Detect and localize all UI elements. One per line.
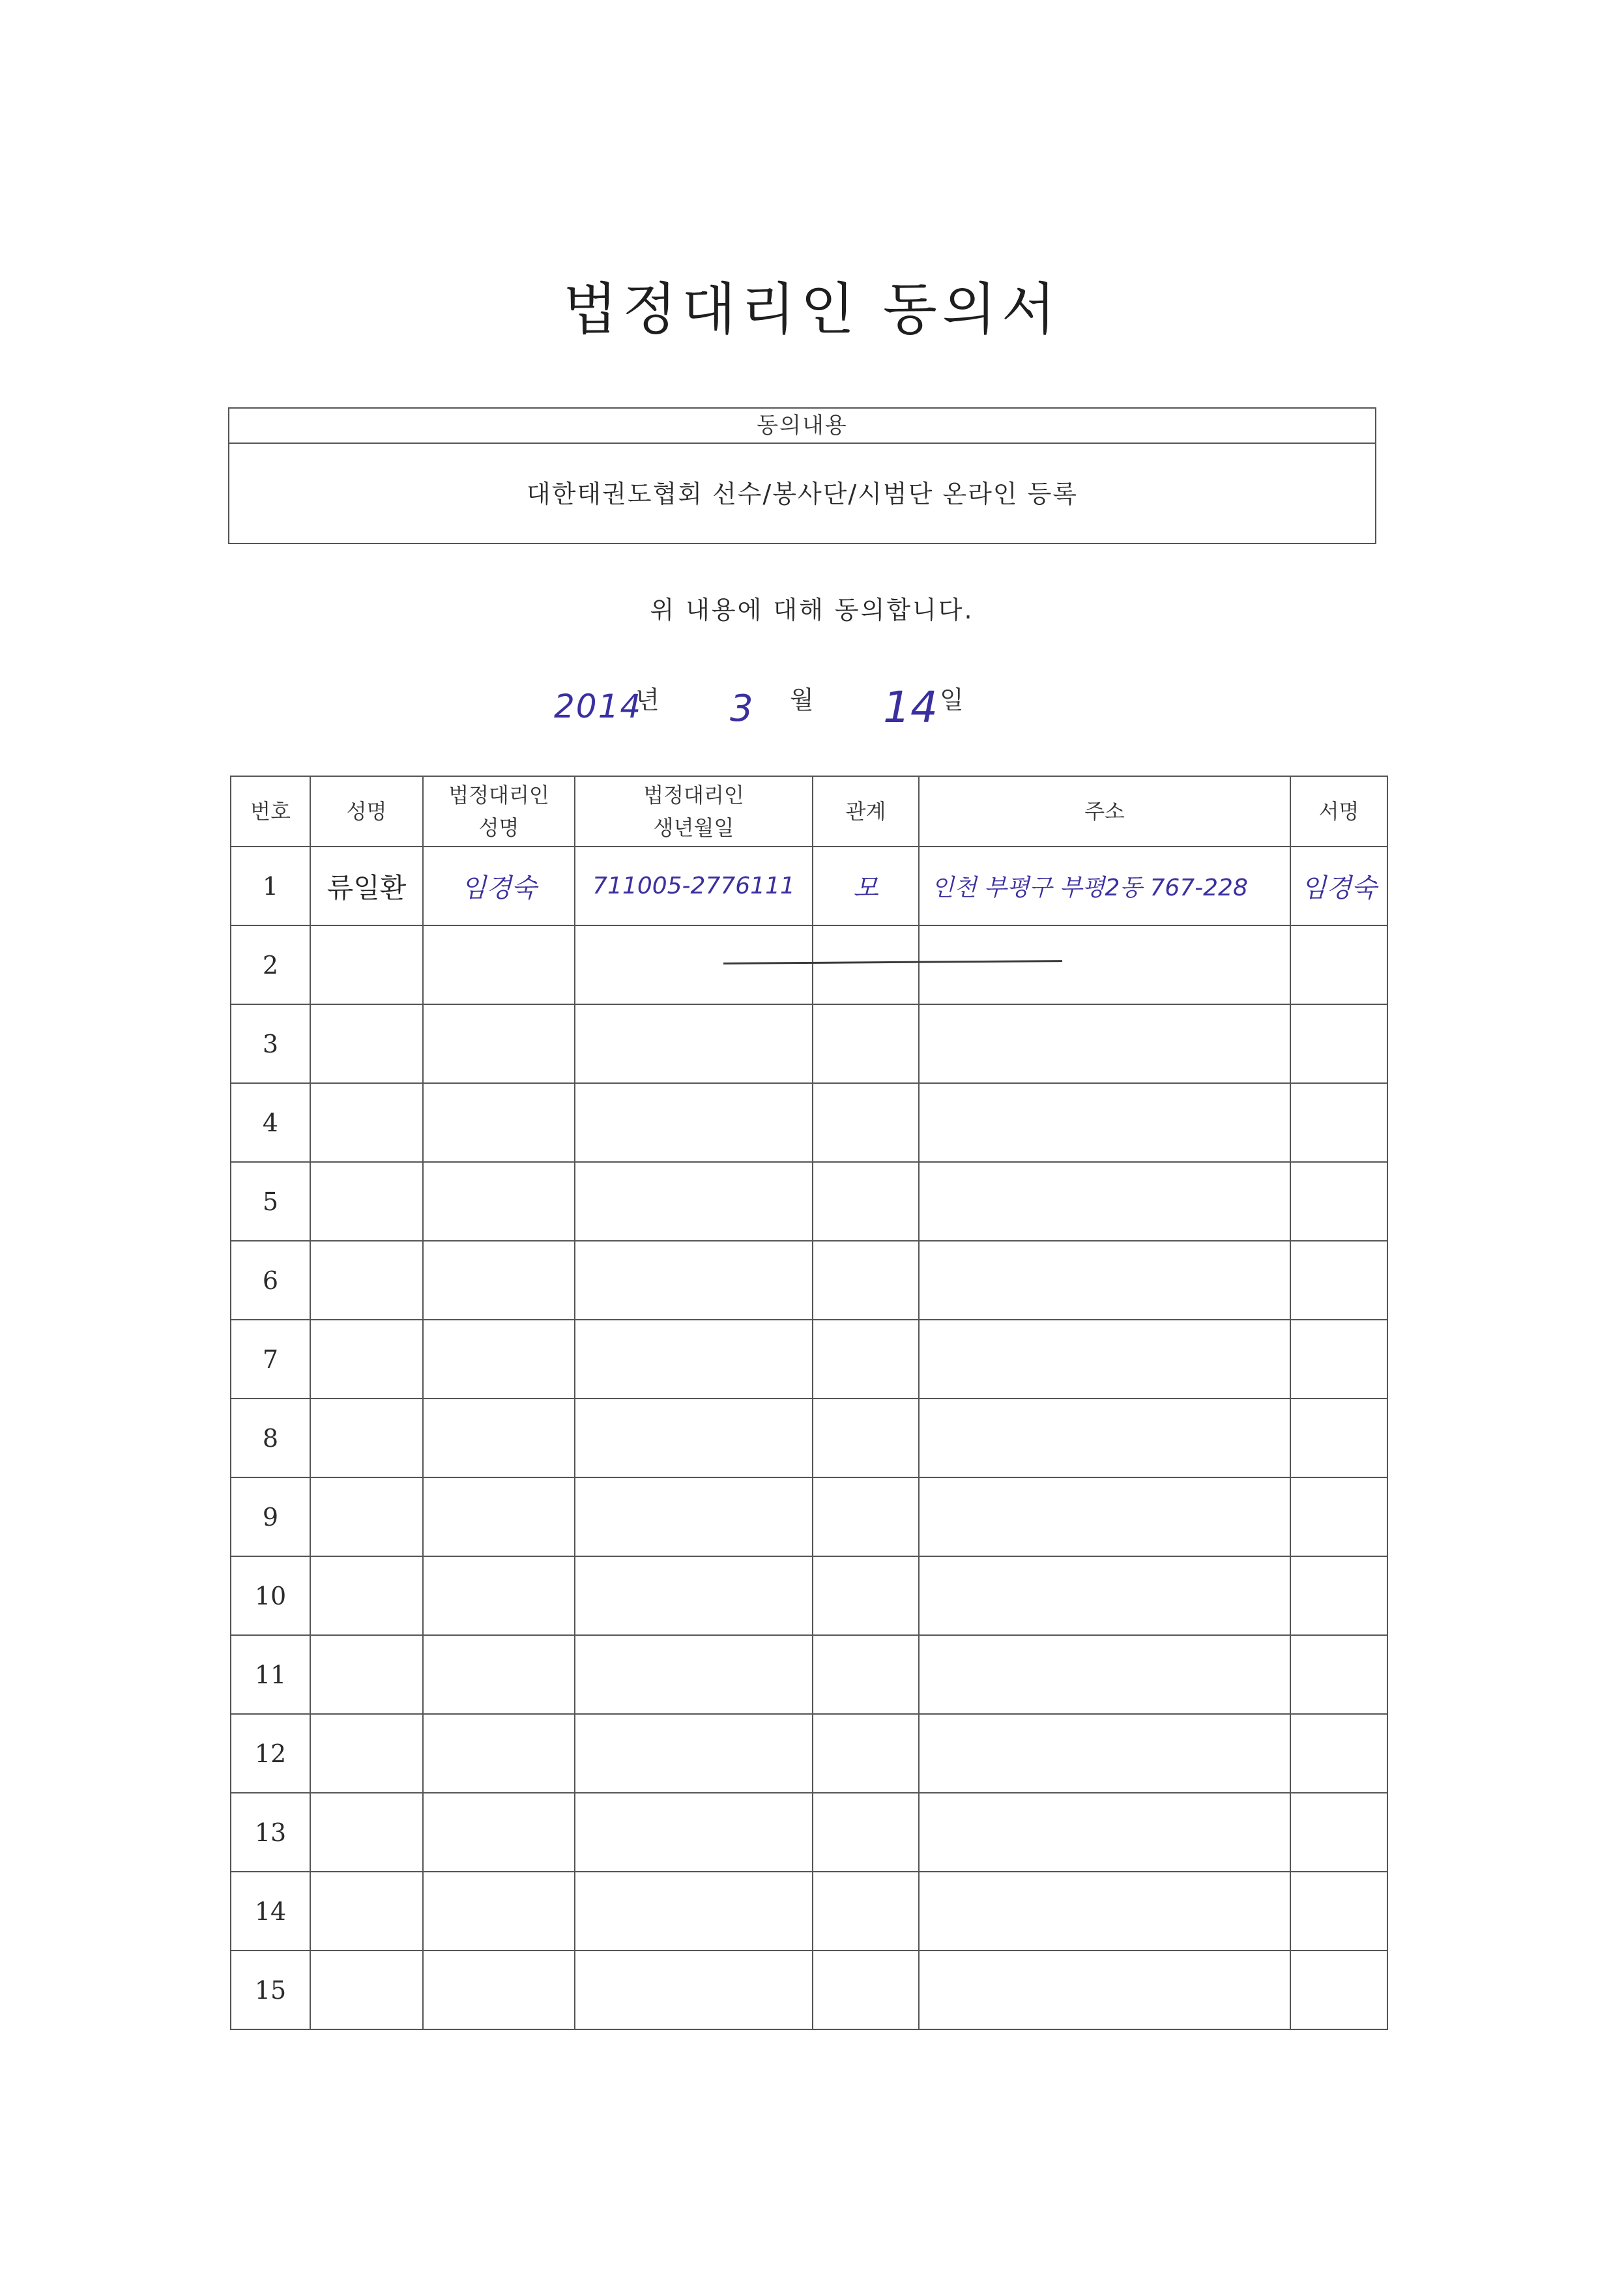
- row-signature: [1290, 1399, 1387, 1477]
- row-signature: [1290, 1951, 1387, 2029]
- row-guardian-birth: [575, 1004, 813, 1083]
- row-address: [919, 1162, 1290, 1241]
- row-address: 인천 부평구 부평2동 767-228: [919, 847, 1290, 925]
- row-address: [919, 1241, 1290, 1320]
- row-signature: [1290, 1004, 1387, 1083]
- row-signature: [1290, 1162, 1387, 1241]
- table-row: [231, 1714, 1387, 1793]
- header-guardian-birth: [575, 776, 813, 847]
- row-address: [919, 1951, 1290, 2029]
- row-name: [310, 1083, 423, 1162]
- row-guardian-name: 임경숙: [423, 847, 575, 925]
- row-guardian-name: [423, 1004, 575, 1083]
- table-row: [231, 1951, 1387, 2029]
- table-row: [231, 1872, 1387, 1951]
- row-address: [919, 1556, 1290, 1635]
- row-guardian-name: [423, 1635, 575, 1714]
- row-guardian-birth: [575, 1872, 813, 1951]
- row-guardian-name: [423, 1951, 575, 2029]
- row-relation: [813, 1635, 919, 1714]
- row-signature: [1290, 1083, 1387, 1162]
- date-year: 2014: [554, 688, 643, 725]
- row-no: 12: [231, 1714, 310, 1793]
- row-relation: [813, 1399, 919, 1477]
- row-no: 5: [231, 1162, 310, 1241]
- agree-statement: 위 내용에 대해 동의합니다.: [650, 596, 974, 624]
- row-guardian-name: [423, 1162, 575, 1241]
- row-guardian-birth: [575, 925, 813, 1004]
- row-guardian-name: [423, 1793, 575, 1872]
- row-guardian-birth: [575, 1241, 813, 1320]
- row-relation: [813, 1872, 919, 1951]
- date-month-unit: 월: [790, 686, 814, 714]
- row-no: 2: [231, 925, 310, 1004]
- row-address: [919, 1635, 1290, 1714]
- header-guardian-birth-line2: 생년월일: [653, 815, 734, 840]
- row-guardian-birth: [575, 1399, 813, 1477]
- date-day-unit: 일: [940, 686, 964, 714]
- row-address: [919, 1320, 1290, 1399]
- consent-header: 동의내용: [229, 409, 1375, 444]
- table-row: [231, 925, 1387, 1004]
- row-guardian-birth: [575, 1951, 813, 2029]
- row-no: 1: [231, 847, 310, 925]
- row-signature: 임경숙: [1290, 847, 1387, 925]
- row-address: [919, 1714, 1290, 1793]
- table-row: [231, 1320, 1387, 1399]
- row-address: [919, 925, 1290, 1004]
- row-guardian-birth: [575, 1556, 813, 1635]
- row-signature: [1290, 925, 1387, 1004]
- row-signature: [1290, 1241, 1387, 1320]
- row-name: [310, 1477, 423, 1556]
- row-guardian-name: [423, 1083, 575, 1162]
- row-relation: 모: [813, 847, 919, 925]
- row-guardian-name: [423, 1241, 575, 1320]
- header-guardian-name-line2: 성명: [478, 815, 519, 840]
- row-name: [310, 1162, 423, 1241]
- row-name: [310, 1399, 423, 1477]
- row-name: [310, 1320, 423, 1399]
- row-no: 3: [231, 1004, 310, 1083]
- header-relation: 관계: [813, 776, 919, 847]
- row-signature: [1290, 1635, 1387, 1714]
- row-relation: [813, 1714, 919, 1793]
- row-name: [310, 1635, 423, 1714]
- table-row: [231, 1556, 1387, 1635]
- date-month: 3: [730, 688, 753, 730]
- row-relation: [813, 1083, 919, 1162]
- row-guardian-name: [423, 1320, 575, 1399]
- consent-content: 대한태권도협회 선수/봉사단/시범단 온라인 등록: [526, 480, 1078, 508]
- row-no: 7: [231, 1320, 310, 1399]
- row-signature: [1290, 1714, 1387, 1793]
- row-no: 15: [231, 1951, 310, 2029]
- row-name: 류일환: [310, 847, 423, 925]
- row-guardian-name: [423, 1399, 575, 1477]
- header-no: 번호: [231, 776, 310, 847]
- row-name: [310, 1872, 423, 1951]
- row-name: [310, 1793, 423, 1872]
- row-no: 6: [231, 1241, 310, 1320]
- header-name: 성명: [310, 776, 423, 847]
- row-guardian-birth: [575, 1083, 813, 1162]
- row-name: [310, 1556, 423, 1635]
- row-signature: [1290, 1872, 1387, 1951]
- row-relation: [813, 1320, 919, 1399]
- row-guardian-birth: [575, 1320, 813, 1399]
- row-no: 13: [231, 1793, 310, 1872]
- row-guardian-birth: [575, 1714, 813, 1793]
- row-name: [310, 1004, 423, 1083]
- row-relation: [813, 1241, 919, 1320]
- row-guardian-birth: [575, 1635, 813, 1714]
- table-body: [231, 847, 1387, 2029]
- row-address: [919, 1004, 1290, 1083]
- row-relation: [813, 925, 919, 1004]
- row-relation: [813, 1951, 919, 2029]
- row-guardian-name: [423, 1714, 575, 1793]
- row-address: [919, 1872, 1290, 1951]
- table-row: [231, 847, 1387, 925]
- row-relation: [813, 1556, 919, 1635]
- row-address: [919, 1793, 1290, 1872]
- row-address: [919, 1477, 1290, 1556]
- row-guardian-name: [423, 1556, 575, 1635]
- row-guardian-birth: [575, 1162, 813, 1241]
- header-address: 주소: [919, 776, 1290, 847]
- row-guardian-name: [423, 1872, 575, 1951]
- row-guardian-birth: [575, 1793, 813, 1872]
- row-guardian-birth: 711005-2776111: [575, 847, 813, 925]
- table-row: [231, 1162, 1387, 1241]
- table-row: [231, 1083, 1387, 1162]
- row-address: [919, 1399, 1290, 1477]
- row-relation: [813, 1793, 919, 1872]
- row-signature: [1290, 1320, 1387, 1399]
- table-row: [231, 1477, 1387, 1556]
- row-no: 8: [231, 1399, 310, 1477]
- row-name: [310, 1951, 423, 2029]
- table-row: [231, 1241, 1387, 1320]
- header-signature: 서명: [1290, 776, 1387, 847]
- header-guardian-name-line1: 법정대리인: [448, 783, 549, 807]
- consent-box: [228, 407, 1376, 544]
- row-relation: [813, 1477, 919, 1556]
- row-name: [310, 1241, 423, 1320]
- table-row: [231, 1793, 1387, 1872]
- row-no: 10: [231, 1556, 310, 1635]
- row-no: 9: [231, 1477, 310, 1556]
- row-guardian-name: [423, 1477, 575, 1556]
- date-line: [0, 675, 1624, 740]
- table-row: [231, 1635, 1387, 1714]
- row-guardian-birth: [575, 1477, 813, 1556]
- row-relation: [813, 1162, 919, 1241]
- table-row: [231, 1004, 1387, 1083]
- date-day: 14: [883, 682, 938, 733]
- row-signature: [1290, 1477, 1387, 1556]
- row-guardian-name: [423, 925, 575, 1004]
- row-no: 11: [231, 1635, 310, 1714]
- row-address: [919, 1083, 1290, 1162]
- row-no: 4: [231, 1083, 310, 1162]
- table-row: [231, 1399, 1387, 1477]
- row-name: [310, 1714, 423, 1793]
- row-name: [310, 925, 423, 1004]
- row-signature: [1290, 1793, 1387, 1872]
- table-header-row: [231, 776, 1387, 847]
- row-relation: [813, 1004, 919, 1083]
- header-guardian-name: [423, 776, 575, 847]
- row-no: 14: [231, 1872, 310, 1951]
- date-year-unit: 년: [635, 686, 660, 714]
- header-guardian-birth-line1: 법정대리인: [643, 783, 744, 807]
- row-signature: [1290, 1556, 1387, 1635]
- document-title: 법정대리인 동의서: [563, 277, 1061, 342]
